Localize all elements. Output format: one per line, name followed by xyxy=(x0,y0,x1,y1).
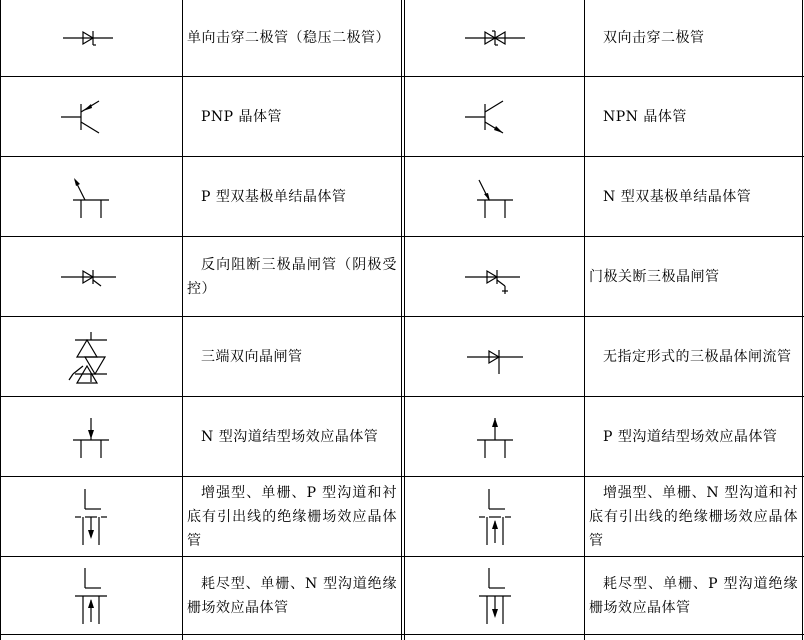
unidirectional-breakdown-diode-symbol xyxy=(61,13,121,63)
bidirectional-breakdown-diode-symbol xyxy=(465,13,525,63)
p-type-unijunction-transistor-symbol xyxy=(61,172,121,222)
depletion-n-channel-igfet-symbol xyxy=(61,566,121,626)
symbol-label: 增强型、单栅、P 型沟道和衬底有引出线的绝缘栅场效应晶体管 xyxy=(187,484,397,549)
n-type-unijunction-transistor-symbol xyxy=(465,172,525,222)
table-border-bottom xyxy=(0,634,804,635)
enhancement-n-channel-igfet-with-substrate-lead-symbol xyxy=(465,487,525,547)
unspecified-triode-thyristor-symbol xyxy=(465,332,525,382)
symbol-label: 增强型、单栅、N 型沟道和衬底有引出线的绝缘栅场效应晶体管 xyxy=(589,484,798,549)
table-border-right xyxy=(802,0,803,640)
depletion-p-channel-igfet-symbol xyxy=(465,566,525,626)
symbol-label: PNP 晶体管 xyxy=(201,108,283,125)
reverse-blocking-triode-thyristor-cathode-controlled-symbol xyxy=(61,252,121,302)
pnp-transistor-symbol xyxy=(61,92,121,142)
symbol-label: 无指定形式的三极晶体闸流管 xyxy=(603,348,792,365)
symbol-label: N 型沟道结型场效应晶体管 xyxy=(201,428,379,445)
gate-turn-off-thyristor-symbol xyxy=(465,252,525,302)
symbol-label: 耗尽型、单栅、N 型沟道绝缘栅场效应晶体管 xyxy=(187,575,397,616)
p-channel-jfet-symbol xyxy=(465,412,525,462)
symbol-label: NPN 晶体管 xyxy=(603,108,687,125)
symbol-label: 三端双向晶闸管 xyxy=(201,348,303,365)
symbol-label: P 型沟道结型场效应晶体管 xyxy=(603,428,778,445)
symbol-label: 反向阻断三极晶闸管（阴极受控） xyxy=(187,256,397,297)
symbol-label: 门极关断三极晶闸管 xyxy=(589,268,720,285)
symbol-label: 双向击穿二极管 xyxy=(603,30,705,46)
symbol-label: 单向击穿二极管（稳压二极管） xyxy=(187,30,390,46)
symbol-label: N 型双基极单结晶体管 xyxy=(603,188,752,205)
npn-transistor-symbol xyxy=(465,92,525,142)
column-divider xyxy=(401,0,402,640)
enhancement-p-channel-igfet-with-substrate-lead-symbol xyxy=(61,487,121,547)
n-channel-jfet-symbol xyxy=(61,412,121,462)
symbol-label: P 型双基极单结晶体管 xyxy=(201,188,347,205)
table-row xyxy=(0,0,182,76)
triac-symbol xyxy=(61,332,121,382)
symbol-label: 耗尽型、单栅、P 型沟道绝缘栅场效应晶体管 xyxy=(589,575,798,616)
